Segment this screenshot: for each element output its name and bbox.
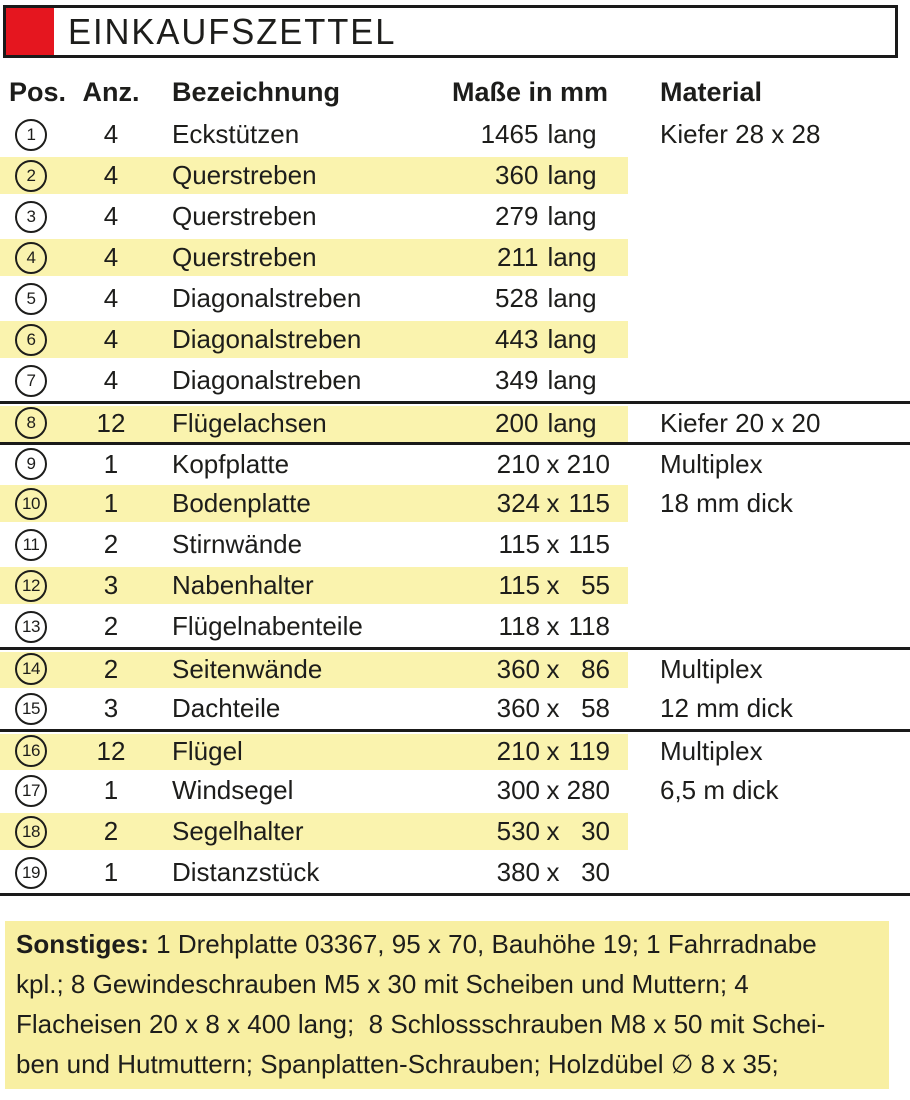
material-cell: 6,5 m dick bbox=[660, 775, 779, 805]
masse-value-1: 349 bbox=[495, 365, 539, 395]
masse-value-1: 380 bbox=[496, 857, 540, 887]
table-row bbox=[0, 647, 910, 688]
bezeichnung-cell: Diagonalstreben bbox=[172, 283, 362, 313]
masse-value-2: 55 bbox=[581, 570, 610, 600]
masse-value-2: 30 bbox=[581, 857, 610, 887]
masse-separator: x bbox=[546, 775, 560, 805]
pos-badge: 11 bbox=[15, 529, 47, 561]
masse-cell bbox=[425, 324, 640, 355]
pos-badge: 1 bbox=[15, 119, 47, 151]
bezeichnung-cell: Flügelnabenteile bbox=[172, 611, 363, 641]
bezeichnung-cell: Seitenwände bbox=[172, 653, 323, 684]
col-header-pos: Pos. bbox=[9, 76, 67, 107]
pos-badge: 6 bbox=[15, 324, 47, 356]
pos-badge: 12 bbox=[15, 570, 47, 602]
masse-value-1: 360 bbox=[496, 653, 540, 684]
material-cell: Multiplex bbox=[660, 653, 763, 684]
masse-cell bbox=[425, 857, 640, 888]
pos-cell bbox=[0, 611, 62, 643]
pos-cell bbox=[0, 324, 62, 356]
material-cell: 18 mm dick bbox=[660, 488, 793, 518]
masse-value-1: 200 bbox=[495, 407, 539, 438]
masse-value-2: 118 bbox=[568, 611, 610, 641]
masse-value-2: 58 bbox=[581, 693, 610, 723]
material-cell: 12 mm dick bbox=[660, 693, 793, 723]
anz-cell: 4 bbox=[103, 160, 119, 190]
masse-cell bbox=[425, 816, 640, 847]
pos-cell bbox=[0, 407, 62, 439]
masse-value-1: 360 bbox=[496, 693, 540, 723]
misc-line: ben und Hutmuttern; Spanplatten-Schrauben; Holzdübel ∅ 8 x 35; bbox=[16, 1049, 779, 1079]
pos-cell bbox=[0, 119, 62, 151]
table-row bbox=[0, 565, 910, 606]
masse-cell bbox=[425, 160, 640, 191]
masse-value-1: 211 bbox=[496, 242, 539, 272]
misc-block bbox=[5, 921, 889, 1089]
masse-separator: x bbox=[546, 857, 560, 887]
masse-separator: lang bbox=[547, 160, 597, 190]
table-row bbox=[0, 442, 910, 483]
table-row bbox=[0, 729, 910, 770]
table-row bbox=[0, 852, 910, 893]
masse-cell bbox=[425, 119, 640, 150]
anz-cell: 2 bbox=[103, 529, 119, 559]
bezeichnung-cell: Dachteile bbox=[172, 693, 281, 723]
pos-cell bbox=[0, 448, 62, 480]
masse-cell bbox=[425, 488, 640, 519]
material-cell: Kiefer 28 x 28 bbox=[660, 119, 821, 149]
table-rows bbox=[0, 114, 910, 893]
masse-cell bbox=[425, 529, 640, 560]
masse-value-2: 280 bbox=[566, 775, 610, 805]
misc-line: kpl.; 8 Gewindeschrauben M5 x 30 mit Scheiben und Muttern; 4 bbox=[16, 969, 749, 999]
bezeichnung-cell: Querstreben bbox=[172, 160, 317, 190]
pos-cell bbox=[0, 775, 62, 807]
masse-separator: x bbox=[546, 488, 560, 518]
bezeichnung-cell: Flügelachsen bbox=[172, 407, 327, 438]
pos-badge: 17 bbox=[15, 775, 47, 807]
pos-cell bbox=[0, 160, 62, 192]
pos-badge: 15 bbox=[15, 693, 47, 725]
bezeichnung-cell: Windsegel bbox=[172, 775, 294, 805]
table-row bbox=[0, 524, 910, 565]
pos-cell bbox=[0, 653, 62, 685]
masse-cell bbox=[425, 654, 640, 685]
pos-badge: 13 bbox=[15, 611, 47, 643]
material-cell: Multiplex bbox=[660, 735, 763, 766]
pos-cell bbox=[0, 816, 62, 848]
pos-cell bbox=[0, 283, 62, 315]
pos-badge: 5 bbox=[15, 283, 47, 315]
pos-cell bbox=[0, 365, 62, 397]
bezeichnung-cell: Distanzstück bbox=[172, 857, 320, 887]
pos-badge: 14 bbox=[15, 653, 47, 685]
masse-value-1: 443 bbox=[495, 324, 539, 354]
bezeichnung-cell: Diagonalstreben bbox=[172, 324, 362, 354]
masse-value-2: 210 bbox=[566, 448, 610, 479]
page-title: EINKAUFSZETTEL bbox=[68, 10, 397, 52]
pos-cell bbox=[0, 201, 62, 233]
masse-value-2: 119 bbox=[568, 735, 610, 766]
anz-cell: 4 bbox=[103, 242, 119, 272]
masse-separator: lang bbox=[547, 119, 597, 149]
masse-value-2: 115 bbox=[568, 488, 610, 518]
anz-cell: 2 bbox=[103, 653, 119, 684]
anz-cell: 1 bbox=[103, 857, 119, 887]
pos-cell bbox=[0, 488, 62, 520]
masse-cell bbox=[425, 449, 640, 480]
masse-value-1: 115 bbox=[498, 570, 540, 600]
masse-value-1: 300 bbox=[496, 775, 540, 805]
bezeichnung-cell: Querstreben bbox=[172, 201, 317, 231]
masse-value-2: 86 bbox=[581, 653, 610, 684]
accent-square bbox=[6, 8, 54, 55]
masse-cell bbox=[425, 201, 640, 232]
anz-cell: 2 bbox=[103, 816, 119, 846]
masse-separator: lang bbox=[547, 283, 597, 313]
bezeichnung-cell: Flügel bbox=[172, 735, 243, 766]
pos-badge: 8 bbox=[15, 407, 47, 439]
anz-cell: 3 bbox=[103, 570, 119, 600]
parts-table bbox=[0, 70, 910, 896]
anz-cell: 4 bbox=[103, 365, 119, 395]
masse-separator: x bbox=[546, 816, 560, 846]
masse-separator: lang bbox=[547, 324, 597, 354]
pos-badge: 18 bbox=[15, 816, 47, 848]
col-header-material: Material bbox=[660, 76, 763, 107]
bezeichnung-cell: Segelhalter bbox=[172, 816, 304, 846]
table-row bbox=[0, 237, 910, 278]
masse-separator: lang bbox=[547, 407, 597, 438]
material-cell: Multiplex bbox=[660, 448, 763, 479]
masse-cell bbox=[425, 570, 640, 601]
table-row bbox=[0, 811, 910, 852]
table-row bbox=[0, 688, 910, 729]
table-row bbox=[0, 155, 910, 196]
table-row bbox=[0, 360, 910, 401]
pos-badge: 3 bbox=[15, 201, 47, 233]
anz-cell: 4 bbox=[103, 324, 119, 354]
masse-value-1: 115 bbox=[498, 529, 540, 559]
pos-badge: 10 bbox=[15, 488, 47, 520]
material-cell: Kiefer 20 x 20 bbox=[660, 407, 821, 438]
anz-cell: 1 bbox=[103, 448, 119, 479]
pos-cell bbox=[0, 529, 62, 561]
bezeichnung-cell: Eckstützen bbox=[172, 119, 300, 149]
masse-value-2: 30 bbox=[581, 816, 610, 846]
masse-separator: x bbox=[546, 693, 560, 723]
masse-value-1: 530 bbox=[496, 816, 540, 846]
table-header-row bbox=[0, 70, 910, 114]
table-bottom-rule bbox=[0, 893, 910, 896]
masse-value-1: 210 bbox=[496, 735, 540, 766]
bezeichnung-cell: Kopfplatte bbox=[172, 448, 290, 479]
masse-value-1: 279 bbox=[495, 201, 539, 231]
bezeichnung-cell: Querstreben bbox=[172, 242, 317, 272]
title-bar bbox=[3, 5, 898, 58]
bezeichnung-cell: Stirnwände bbox=[172, 529, 303, 559]
masse-separator: lang bbox=[547, 365, 597, 395]
masse-separator: x bbox=[546, 529, 560, 559]
bezeichnung-cell: Bodenplatte bbox=[172, 488, 311, 518]
masse-cell bbox=[425, 693, 640, 724]
anz-cell: 4 bbox=[103, 283, 119, 313]
col-header-bezeichnung: Bezeichnung bbox=[172, 76, 341, 107]
anz-cell: 12 bbox=[96, 735, 126, 766]
masse-cell bbox=[425, 775, 640, 806]
masse-cell bbox=[425, 242, 640, 273]
masse-cell bbox=[425, 365, 640, 396]
pos-cell bbox=[0, 857, 62, 889]
misc-label: Sonstiges: bbox=[16, 929, 149, 959]
masse-separator: x bbox=[546, 570, 560, 600]
masse-value-1: 118 bbox=[498, 611, 540, 641]
table-row bbox=[0, 278, 910, 319]
pos-badge: 4 bbox=[15, 242, 47, 274]
pos-badge: 2 bbox=[15, 160, 47, 192]
table-row bbox=[0, 606, 910, 647]
table-row bbox=[0, 401, 910, 442]
masse-value-1: 210 bbox=[496, 448, 540, 479]
anz-cell: 1 bbox=[103, 775, 119, 805]
masse-cell bbox=[425, 736, 640, 767]
masse-value-1: 1465 bbox=[480, 119, 539, 149]
masse-value-1: 528 bbox=[495, 283, 539, 313]
pos-badge: 19 bbox=[15, 857, 47, 889]
masse-separator: lang bbox=[547, 201, 597, 231]
masse-cell bbox=[425, 408, 640, 439]
anz-cell: 3 bbox=[103, 693, 119, 723]
misc-line: Sonstiges: 1 Drehplatte 03367, 95 x 70, Bauhöhe 19; 1 Fahrradnabe bbox=[16, 929, 817, 959]
pos-cell bbox=[0, 693, 62, 725]
pos-badge: 16 bbox=[15, 735, 47, 767]
table-row bbox=[0, 770, 910, 811]
anz-cell: 4 bbox=[103, 119, 119, 149]
masse-value-1: 360 bbox=[495, 160, 539, 190]
anz-cell: 2 bbox=[103, 611, 119, 641]
masse-separator: x bbox=[546, 735, 560, 766]
masse-value-2: 115 bbox=[568, 529, 610, 559]
bezeichnung-cell: Diagonalstreben bbox=[172, 365, 362, 395]
pos-cell bbox=[0, 735, 62, 767]
col-header-masse: Maße in mm bbox=[452, 76, 609, 107]
table-row bbox=[0, 483, 910, 524]
anz-cell: 1 bbox=[103, 488, 119, 518]
misc-line: Flacheisen 20 x 8 x 400 lang; 8 Schlossschrauben M8 x 50 mit Schei- bbox=[16, 1009, 826, 1039]
anz-cell: 4 bbox=[103, 201, 119, 231]
masse-separator: x bbox=[546, 653, 560, 684]
bezeichnung-cell: Nabenhalter bbox=[172, 570, 314, 600]
anz-cell: 12 bbox=[96, 407, 126, 438]
masse-cell bbox=[425, 611, 640, 642]
masse-separator: x bbox=[546, 611, 560, 641]
table-row bbox=[0, 196, 910, 237]
pos-cell bbox=[0, 570, 62, 602]
col-header-anz: Anz. bbox=[82, 76, 140, 107]
pos-badge: 9 bbox=[15, 448, 47, 480]
pos-badge: 7 bbox=[15, 365, 47, 397]
pos-cell bbox=[0, 242, 62, 274]
table-row bbox=[0, 319, 910, 360]
masse-separator: x bbox=[546, 448, 560, 479]
masse-separator: lang bbox=[547, 242, 597, 272]
masse-cell bbox=[425, 283, 640, 314]
table-row bbox=[0, 114, 910, 155]
masse-value-1: 324 bbox=[496, 488, 540, 518]
